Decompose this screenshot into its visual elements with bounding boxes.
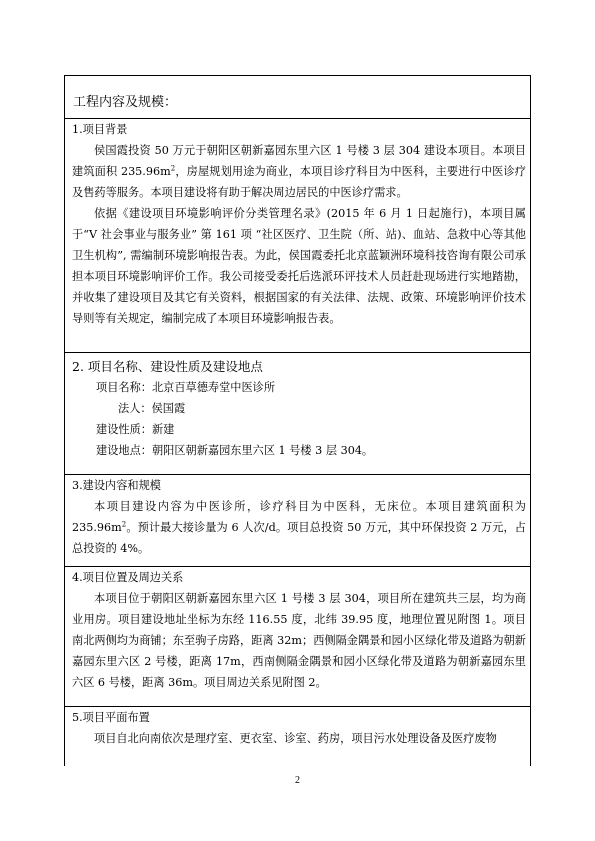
divider (65, 352, 530, 353)
section-location-surroundings (72, 567, 526, 693)
background-paragraph-2: 依据《建设项目环境影响评价分类管理名录》(2015 年 6 月 1 日起施行)，本项目属于“V 社会事业与服务业” 第 161 项 “社区医疗、卫生院（所、站)、血站、急救中心等其他卫生机构”, 需编制环境影响报告表。为此，侯国霞委托北京蓝颖洲环境科技咨询有限公司承担本项目环境影响评价工作。我公司接受委托后选派环评技术人员赶赴现场进行实地踏勘，并收集了建设项目及其它有关资料，根据国家的有关法律、法规、政策、环境影响评价技术导则等有关规定，编制完成了本项目环境影响报告表。 (72, 207, 526, 325)
floor-plan-paragraph: 项目自北向南依次是理疗室、更衣室、诊室、药房，项目污水处理设备及医疗废物 (94, 732, 497, 745)
content-frame (64, 75, 531, 766)
heading-project-background: 1.项目背景 (72, 123, 128, 136)
heading-construction-content: 3.建设内容和规模 (72, 479, 161, 492)
section-title: 工程内容及规模： (73, 95, 178, 110)
project-name-line: 项目名称：北京百草德寿堂中医诊所 (96, 381, 276, 394)
construction-nature-line: 建设性质：新建 (96, 423, 175, 436)
heading-floor-plan: 5.项目平面布置 (72, 711, 150, 724)
legal-person-line: 法人：侯国霞 (118, 402, 186, 415)
construction-location-line: 建设地点：朝阳区朝新嘉园东里六区 1 号楼 3 层 304。 (96, 444, 374, 457)
heading-project-name: 2. 项目名称、建设性质及建设地点 (72, 359, 263, 374)
background-paragraph-1: 侯国霞投资 50 万元于朝阳区朝新嘉园东里六区 1 号楼 3 层 304 建设本项目。本项目建筑面积 $235.96m^2$，房屋规划用途为商业，本项目诊疗科目为中医科，主要进行中医诊疗及售药等服务。本项目建设将有助于解决周边居民的中医诊疗需求。 (72, 144, 526, 199)
section-project-background (72, 119, 526, 329)
construction-content-paragraph: 本项目建设内容为中医诊所，诊疗科目为中医科，无床位。本项目建筑面积为 $235.96m^2$。预计最大接诊量为 6 人次/d。项目总投资 50 万元，其中环保投资 2 万元，占总投资的 4%。 (72, 500, 526, 555)
section-construction-content (72, 475, 526, 559)
page-number: 2 (295, 775, 300, 786)
section-floor-plan (72, 707, 526, 749)
heading-location-surroundings: 4.项目位置及周边关系 (72, 571, 184, 584)
section-project-name (72, 356, 526, 461)
location-paragraph: 本项目位于朝阳区朝新嘉园东里六区 1 号楼 3 层 304，项目所在建筑共三层，均为商业用房。项目建设地址坐标为东经 116.55 度，北纬 39.95 度，地理位置见附图 1。项目南北两侧均为商铺；东至驹子房路，距离 32m；西侧隔金隅景和园小区绿化带及道路为朝新嘉园东里六区 2 号楼，距离 17m，西南侧隔金隅景和园小区绿化带及道路为朝新嘉园东里六区 6 号楼，距离 36m。项目周边关系见附图 2。 (72, 592, 526, 689)
